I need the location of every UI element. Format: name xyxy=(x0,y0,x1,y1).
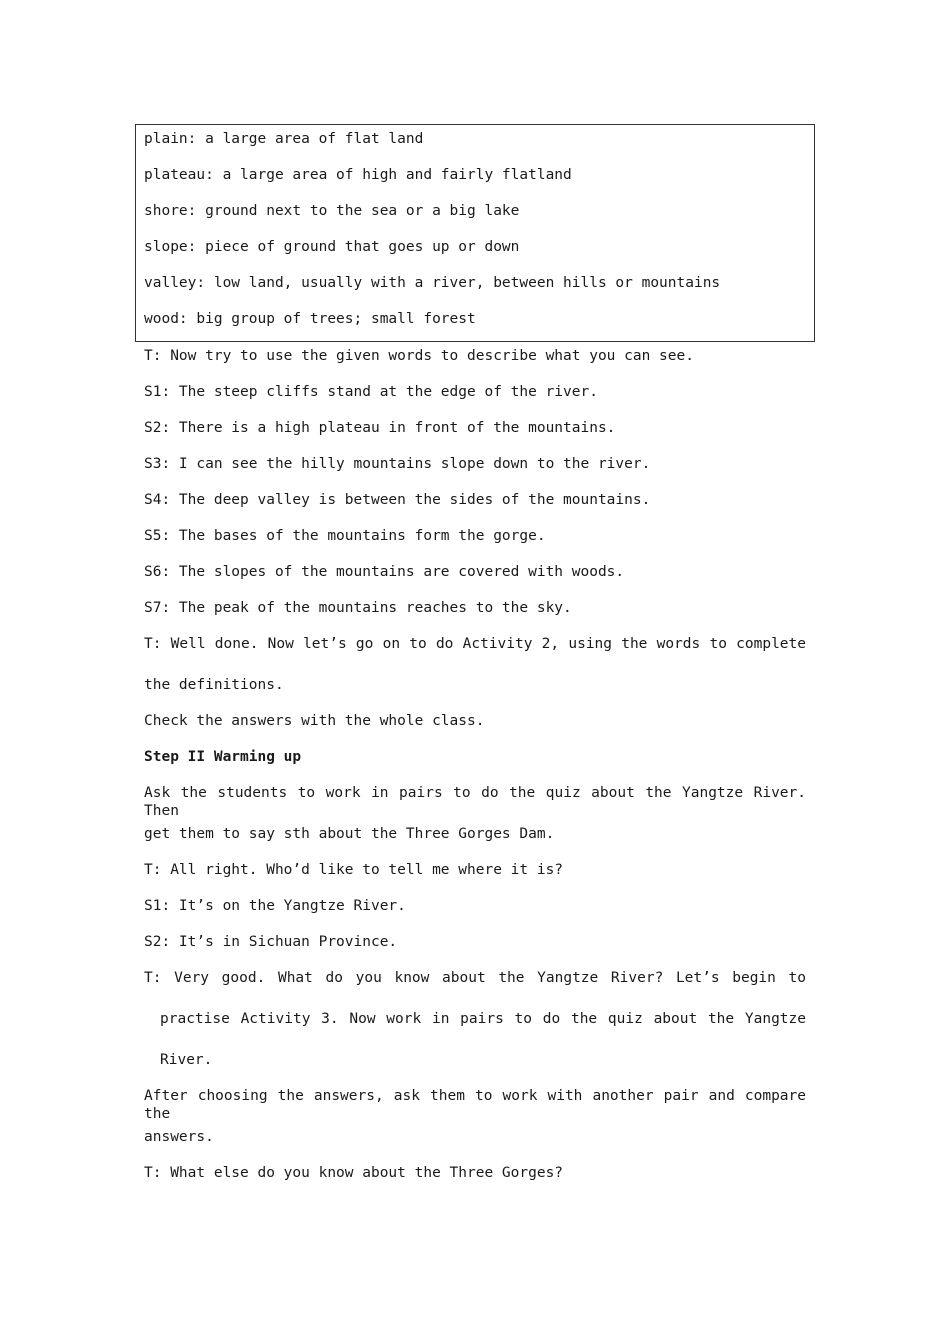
student-line-s5: S5: The bases of the mountains form the gorge. xyxy=(144,528,546,544)
definition-slope: slope: piece of ground that goes up or down xyxy=(144,239,520,255)
teacher-line-welldone: T: Well done. Now let’s go on to do Activity 2, using the words to complete xyxy=(144,636,806,652)
teacher-line-intro: T: Now try to use the given words to describe what you can see. xyxy=(144,348,694,364)
student-line-s6: S6: The slopes of the mountains are covered with woods. xyxy=(144,564,625,580)
definition-valley: valley: low land, usually with a river, between hills or mountains xyxy=(144,275,721,291)
teacher-line-verygood-cont: practise Activity 3. Now work in pairs to do the quiz about the Yangtze xyxy=(160,1011,806,1027)
definition-plateau: plateau: a large area of high and fairly flatland xyxy=(144,167,572,183)
definition-plain: plain: a large area of flat land xyxy=(144,131,424,147)
student-line-s1-river: S1: It’s on the Yangtze River. xyxy=(144,898,406,914)
teacher-line-what-else: T: What else do you know about the Three Gorges? xyxy=(144,1165,564,1181)
instruction-line-cont: get them to say sth about the Three Gorges Dam. xyxy=(144,826,555,842)
student-line-s7: S7: The peak of the mountains reaches to the sky. xyxy=(144,600,572,616)
student-line-s2-province: S2: It’s in Sichuan Province. xyxy=(144,934,398,950)
teacher-line-verygood-end: River. xyxy=(160,1052,213,1068)
student-line-s3: S3: I can see the hilly mountains slope down to the river. xyxy=(144,456,651,472)
definition-wood: wood: big group of trees; small forest xyxy=(144,311,476,327)
student-line-s2: S2: There is a high plateau in front of the mountains. xyxy=(144,420,616,436)
teacher-line-allright: T: All right. Who’d like to tell me where it is? xyxy=(144,862,564,878)
teacher-line-welldone-cont: the definitions. xyxy=(144,677,284,693)
step-heading: Step II Warming up xyxy=(144,749,302,765)
student-line-s1: S1: The steep cliffs stand at the edge of the river. xyxy=(144,384,598,400)
instruction-compare-line: After choosing the answers, ask them to work with another pair and compare the xyxy=(144,1088,806,1122)
student-line-s4: S4: The deep valley is between the sides of the mountains. xyxy=(144,492,651,508)
instruction-compare-cont: answers. xyxy=(144,1129,214,1145)
check-answers-line: Check the answers with the whole class. xyxy=(144,713,485,729)
definition-shore: shore: ground next to the sea or a big lake xyxy=(144,203,520,219)
definitions-box xyxy=(135,124,815,342)
teacher-line-verygood: T: Very good. What do you know about the Yangtze River? Let’s begin to xyxy=(144,970,806,986)
instruction-line: Ask the students to work in pairs to do the quiz about the Yangtze River. Then xyxy=(144,785,806,819)
